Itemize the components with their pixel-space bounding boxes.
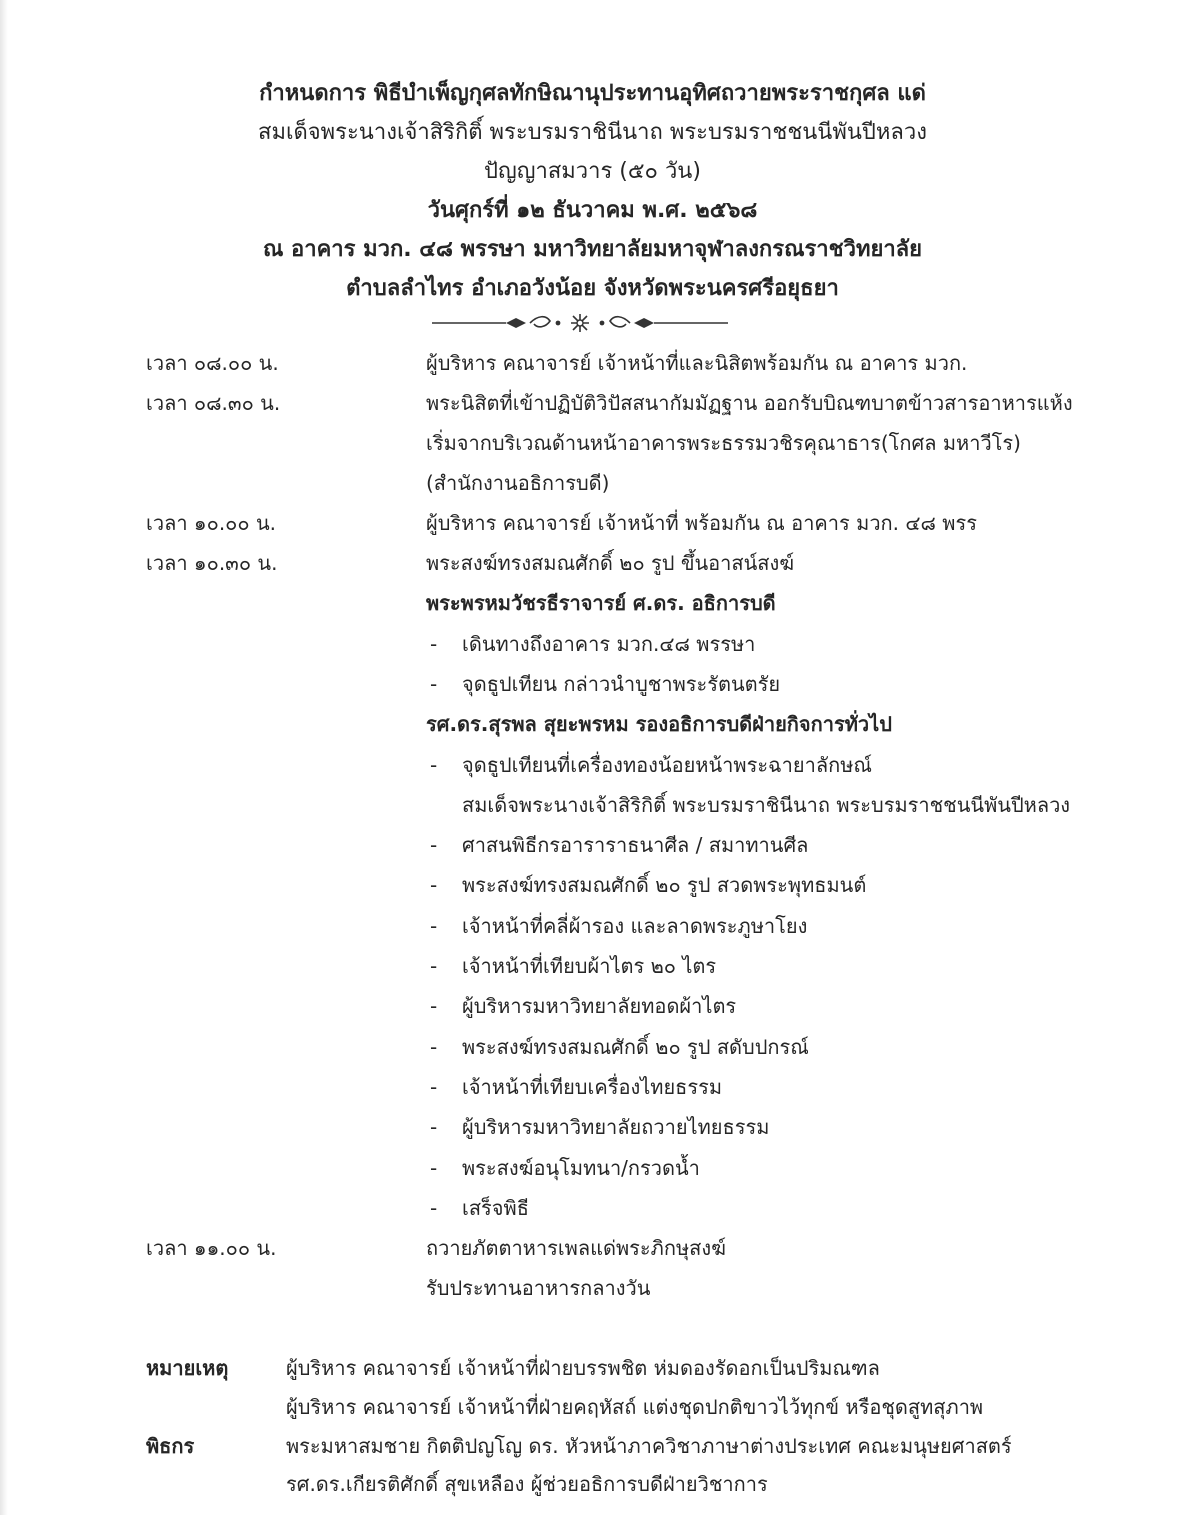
schedule-text: ผู้บริหาร คณาจารย์ เจ้าหน้าที่และนิสิตพร้อมกัน ณ อาคาร มวก.: [426, 351, 968, 375]
remark-text: ผู้บริหาร คณาจารย์ เจ้าหน้าที่ฝ่ายบรรพชิต ห่มดองรัดอกเป็นปริมณฑล: [286, 1356, 880, 1380]
mc-text: รศ.ดร.เกียรติศักดิ์ สุขเหลือง ผู้ช่วยอธิการบดีฝ่ายวิชาการ: [286, 1472, 768, 1496]
schedule-time: เวลา ๑๐.๓๐ น.: [146, 551, 278, 575]
schedule-time: เวลา ๑๑.๐๐ น.: [146, 1236, 277, 1260]
list-item: เจ้าหน้าที่เทียบผ้าไตร ๒๐ ไตร: [462, 954, 717, 978]
mc-text: พระมหาสมชาย กิตติปญโญ ดร. หัวหน้าภาควิชาภาษาต่างประเทศ คณะมนุษยศาสตร์: [286, 1434, 1012, 1458]
list-item-continuation: สมเด็จพระนางเจ้าสิริกิติ์ พระบรมราชินีนาถ พระบรมราชชนนีพันปีหลวง: [462, 793, 1071, 817]
schedule-text: ผู้บริหาร คณาจารย์ เจ้าหน้าที่ พร้อมกัน ณ อาคาร มวก. ๔๘ พรร: [426, 511, 977, 535]
list-item: พระสงฆ์อนุโมทนา/กรวดน้ำ: [462, 1156, 700, 1180]
header-venue: ณ อาคาร มวก. ๔๘ พรรษา มหาวิทยาลัยมหาจุฬาลงกรณราชวิทยาลัย: [262, 237, 923, 262]
list-bullet: -: [430, 873, 438, 897]
list-item: พระสงฆ์ทรงสมณศักดิ์ ๒๐ รูป สวดพระพุทธมนต์: [462, 873, 867, 897]
list-bullet: -: [430, 1075, 438, 1099]
list-bullet: -: [430, 1115, 438, 1139]
list-bullet: -: [430, 1035, 438, 1059]
schedule-time: เวลา ๐๘.๓๐ น.: [146, 391, 281, 415]
list-item: จุดธูปเทียน กล่าวนำบูชาพระรัตนตรัย: [462, 672, 781, 696]
list-bullet: -: [430, 954, 438, 978]
header-title: กำหนดการ พิธีบำเพ็ญกุศลทักษิณานุประทานอุทิศถวายพระราชกุศล แด่: [259, 81, 926, 106]
header-honoree: สมเด็จพระนางเจ้าสิริกิติ์ พระบรมราชินีนาถ พระบรมราชชนนีพันปีหลวง: [258, 120, 927, 145]
list-item: เสร็จพิธี: [462, 1196, 529, 1220]
ornamental-divider: [430, 311, 730, 335]
list-item: ศาสนพิธีกรอาราราธนาศีล / สมาทานศีล: [462, 833, 809, 857]
remark-label: หมายเหตุ: [146, 1356, 229, 1380]
list-bullet: -: [430, 833, 438, 857]
mc-label: พิธกร: [146, 1434, 195, 1458]
list-item: พระสงฆ์ทรงสมณศักดิ์ ๒๐ รูป สดับปกรณ์: [462, 1035, 809, 1059]
schedule-text: เริ่มจากบริเวณด้านหน้าอาคารพระธรรมวชิรคุณาธาร(โกศล มหาวีโร): [426, 431, 1021, 455]
list-bullet: -: [430, 914, 438, 938]
list-item: จุดธูปเทียนที่เครื่องทองน้อยหน้าพระฉายาลักษณ์: [462, 753, 872, 777]
header-location: ตำบลลำไทร อำเภอวังน้อย จังหวัดพระนครศรีอยุธยา: [346, 276, 839, 301]
list-bullet: -: [430, 994, 438, 1018]
presider-name: รศ.ดร.สุรพล สุยะพรหม รองอธิการบดีฝ่ายกิจการทั่วไป: [426, 712, 892, 736]
list-bullet: -: [430, 672, 438, 696]
list-bullet: -: [430, 1196, 438, 1220]
list-bullet: -: [430, 1156, 438, 1180]
schedule-text: ถวายภัตตาหารเพลแด่พระภิกษุสงฆ์: [426, 1236, 726, 1260]
list-bullet: -: [430, 632, 438, 656]
list-item: เจ้าหน้าที่เทียบเครื่องไทยธรรม: [462, 1075, 723, 1099]
schedule-text: (สำนักงานอธิการบดี): [426, 471, 610, 495]
presider-name: พระพรหมวัชรธีราจารย์ ศ.ดร. อธิการบดี: [426, 591, 776, 615]
schedule-time: เวลา ๑๐.๐๐ น.: [146, 511, 276, 535]
list-item: เจ้าหน้าที่คลี่ผ้ารอง และลาดพระภูษาโยง: [462, 914, 808, 938]
remark-text: ผู้บริหาร คณาจารย์ เจ้าหน้าที่ฝ่ายคฤหัสถ์ แต่งชุดปกติขาวไว้ทุกข์ หรือชุดสูทสุภาพ: [286, 1395, 984, 1419]
schedule-text: รับประทานอาหารกลางวัน: [426, 1276, 651, 1300]
list-item: เดินทางถึงอาคาร มวก.๔๘ พรรษา: [462, 632, 756, 656]
list-item: ผู้บริหารมหาวิทยาลัยถวายไทยธรรม: [462, 1115, 770, 1139]
header-occasion: ปัญญาสมวาร (๕๐ วัน): [484, 159, 701, 184]
list-bullet: -: [430, 753, 438, 777]
document-header: [0, 74, 1185, 308]
header-date: วันศุกร์ที่ ๑๒ ธันวาคม พ.ศ. ๒๕๖๘: [427, 198, 758, 223]
schedule-text: พระสงฆ์ทรงสมณศักดิ์ ๒๐ รูป ขึ้นอาสน์สงฆ์: [426, 551, 795, 575]
schedule-text: พระนิสิตที่เข้าปฏิบัติวิปัสสนากัมมัฏฐาน ออกรับบิณฑบาตข้าวสารอาหารแห้ง: [426, 391, 1073, 415]
schedule-time: เวลา ๐๘.๐๐ น.: [146, 351, 279, 375]
list-item: ผู้บริหารมหาวิทยาลัยทอดผ้าไตร: [462, 994, 737, 1018]
